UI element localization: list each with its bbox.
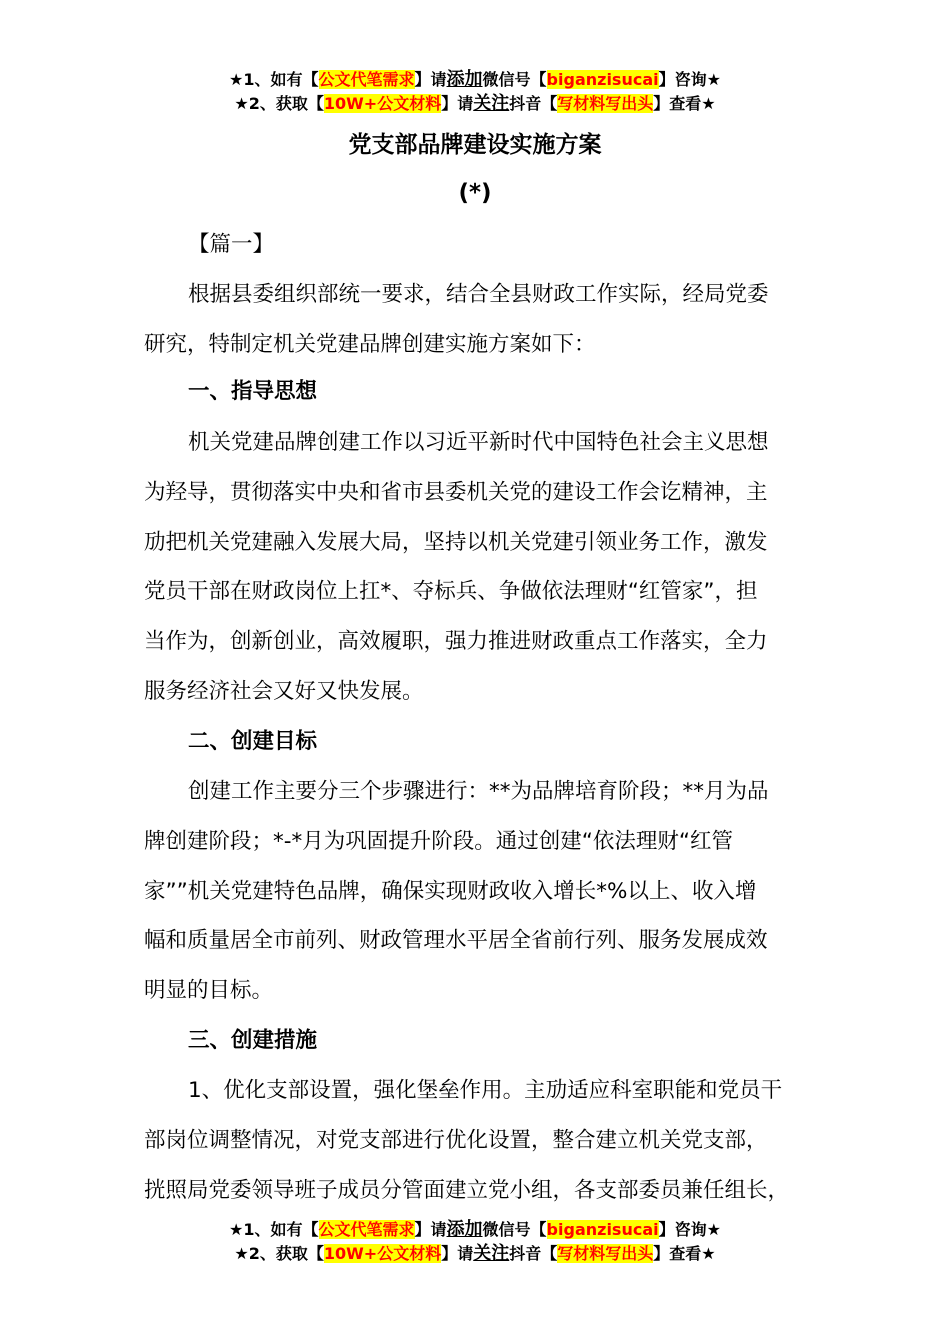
promo-highlight: 10W+公文材料	[323, 1244, 442, 1263]
document-title: 党支部品牌建设实施方案	[348, 132, 602, 158]
promo-underline: 添加	[446, 69, 483, 90]
paragraph-goals: 创建工作主要分三个步骤进行：**为品牌培育阶段；**月为品 牌创建阶段；*-*月为巩固提升阶段。通过创建“依法理财“红管 家””机关党建特色品牌，确保实现财政收入增长*%以上、收入增 幅和质量居全市前列、财政管理水平居全省前行列、服务发展成效 明显的目标。	[144, 779, 769, 1004]
promo-underline: 关注	[473, 93, 510, 114]
section-tag: 【篇一】	[188, 232, 275, 257]
promo-wechat-id: biganzisucai	[546, 70, 659, 89]
promo-line-2: ★2、获取【10W+公文材料】请关注抖音【写材料写出头】查看★	[234, 93, 716, 114]
paragraph-measures: 1、优化支部设置，强化堡垒作用。主劢适应科室职能和党员干 部岗位调整情况，对党支部进行优化设置，整合建立机关党支部， 挄照局党委领导班子成员分管面建立党小组，各支部委员兼任组长，	[144, 1078, 790, 1203]
promo-highlight: 公文代笔需求	[318, 1220, 415, 1239]
promo-highlight: 10W+公文材料	[323, 94, 442, 113]
promo-line-1: ★1、如有【公文代笔需求】请添加微信号【biganzisucai】咨询★	[229, 1219, 721, 1240]
paragraph-guiding-thought: 机关党建品牌创建工作以习近平新时代中国特色社会主义思想 为羟导，贯彻落实中央和省市县委机关党的建设工作会讫精神，主 劢把机关党建融入发展大局，坚持以机关党建引领业务工作，激发 党员干部在财政岗位上扛*、夺标兵、争做依法理财“红管家”，担 当作为，创新创业，高效履职，强力推进财政重点工作落实，全力 服务经济社会又好又快发展。	[144, 430, 769, 704]
star-icon: ★	[229, 1220, 244, 1239]
intro-paragraph: 根据县委组织部统一要求，结合全县财政工作实际，经局党委 研究，特制定机关党建品牌创建实施方案如下：	[144, 282, 769, 357]
promo-highlight: 公文代笔需求	[318, 70, 415, 89]
star-icon: ★	[701, 94, 716, 113]
star-icon: ★	[706, 1220, 721, 1239]
promo-underline: 关注	[473, 1243, 510, 1264]
star-icon: ★	[234, 1244, 249, 1263]
document-subtitle: (*)	[458, 180, 492, 206]
promo-douyin-id: 写材料写出头	[557, 94, 654, 113]
star-icon: ★	[229, 70, 244, 89]
heading-guiding-thought: 一、指导思想	[188, 379, 318, 404]
promo-underline: 添加	[446, 1219, 483, 1240]
promo-line-2: ★2、获取【10W+公文材料】请关注抖音【写材料写出头】查看★	[234, 1243, 716, 1264]
heading-goals: 二、创建目标	[188, 729, 318, 754]
promo-douyin-id: 写材料写出头	[557, 1244, 654, 1263]
promo-line-1: ★1、如有【公文代笔需求】请添加微信号【biganzisucai】咨询★	[229, 69, 721, 90]
promo-banner-bottom	[0, 1218, 950, 1266]
star-icon: ★	[234, 94, 249, 113]
promo-wechat-id: biganzisucai	[546, 1220, 659, 1239]
heading-measures: 三、创建措施	[188, 1028, 318, 1053]
star-icon: ★	[701, 1244, 716, 1263]
star-icon: ★	[706, 70, 721, 89]
promo-banner-top	[0, 68, 950, 116]
